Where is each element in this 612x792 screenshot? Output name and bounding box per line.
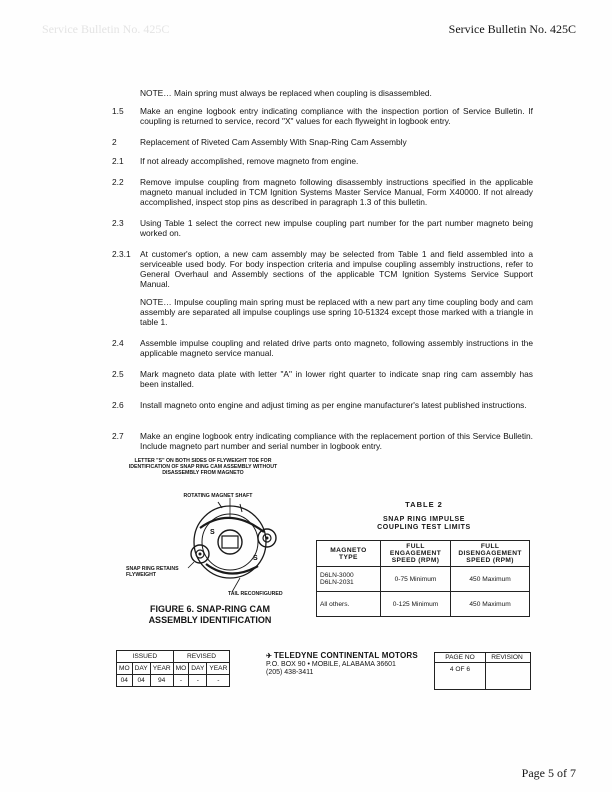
step-2-6 xyxy=(112,400,533,422)
revision-label: REVISION xyxy=(484,653,530,663)
bulletin-number-header: Service Bulletin No. 425C xyxy=(448,22,576,36)
note-main-spring: NOTE… Main spring must always be replaced when coupling is disassembled. xyxy=(140,88,432,98)
step-2-3 xyxy=(112,218,533,240)
step-2-2 xyxy=(112,177,533,209)
issued-label: ISSUED xyxy=(117,651,174,663)
col-engagement-speed: FULL ENGAGEMENT SPEED (RPM) xyxy=(380,541,450,567)
figure-caption-line2: ASSEMBLY IDENTIFICATION xyxy=(148,615,272,625)
step-1-5 xyxy=(112,106,533,128)
revised-label: REVISED xyxy=(173,651,230,663)
col-mo: MO xyxy=(117,663,133,675)
revision-box xyxy=(484,652,531,690)
page-no-value: 4 OF 6 xyxy=(449,666,471,673)
company-block xyxy=(266,652,444,688)
step-text: Mark magneto data plate with letter "A" in lower right quarter to indicate snap ring cam assembly has been installed. xyxy=(140,369,533,389)
type-line1: D6LN-3000 xyxy=(320,572,354,579)
step-text: Replacement of Riveted Cam Assembly With Snap-Ring Cam Assembly xyxy=(140,137,407,147)
callout-tail: TAIL RECONFIGURED xyxy=(228,591,283,597)
revised-mo: - xyxy=(173,675,189,687)
table-row xyxy=(317,592,530,617)
col-day: DAY xyxy=(189,663,207,675)
callout-snap-ring: SNAP RING RETAINS FLYWEIGHT xyxy=(126,566,179,578)
revision-value xyxy=(484,663,530,666)
letter-s-left: S xyxy=(210,529,215,536)
col-year: YEAR xyxy=(207,663,230,675)
step-2-5 xyxy=(112,369,533,391)
step-2 xyxy=(112,137,533,149)
step-text: If not already accomplished, remove magneto from engine. xyxy=(140,156,359,166)
step-text: Install magneto onto engine and adjust timing as per engine manufacturer's latest published instructions. xyxy=(140,400,527,410)
table-header-row xyxy=(317,541,530,567)
cell-disengage: 450 Maximum xyxy=(451,592,530,617)
coupling-test-limits-table xyxy=(316,540,530,617)
callout-letter-s: LETTER "S" ON BOTH SIDES OF FLYWEIGHT TOE FOR IDENTIFICATION OF SNAP RING CAM ASSEMBLY WITHOUT DISASSEMBLY FROM MAGNETO xyxy=(128,458,278,476)
issued-year: 94 xyxy=(150,675,173,687)
company-name-row xyxy=(266,652,444,661)
step-text: Using Table 1 select the correct new impulse coupling part number for the part number magneto being worked on. xyxy=(140,218,533,238)
cell-type: All others. xyxy=(317,592,381,617)
col-mo: MO xyxy=(173,663,189,675)
page-footer: Page 5 of 7 xyxy=(521,766,576,780)
col-day: DAY xyxy=(132,663,150,675)
step-number: 2.3.1 xyxy=(112,249,131,259)
company-address: P.O. BOX 90 • MOBILE, ALABAMA 36601 xyxy=(266,661,396,668)
col-disengagement-speed: FULL DISENGAGEMENT SPEED (RPM) xyxy=(451,541,530,567)
step-number: 2.7 xyxy=(112,431,124,441)
step-text: Remove impulse coupling from magneto following disassembly instructions specified in the applicable magneto manual included in TCM Ignition Systems Master Service Manual, Form X40000. If not already accomplished, inspect stop pins as described in paragraph 1.3 of this bulletin. xyxy=(140,177,533,207)
step-number: 2.2 xyxy=(112,177,124,187)
callout-rotating-shaft: ROTATING MAGNET SHAFT xyxy=(183,493,253,499)
step-number: 2.1 xyxy=(112,156,124,166)
revised-day: - xyxy=(189,675,207,687)
step-number: 2.4 xyxy=(112,338,124,348)
issued-mo: 04 xyxy=(117,675,133,687)
revised-year: - xyxy=(207,675,230,687)
type-line2: D6LN-2031 xyxy=(320,579,354,586)
page-no-box xyxy=(434,652,486,690)
step-number: 2.6 xyxy=(112,400,124,410)
table2-subtitle-line2: COUPLING TEST LIMITS xyxy=(377,524,471,531)
company-phone: (205) 438-3411 xyxy=(266,669,314,676)
cell-engage: 0-125 Minimum xyxy=(380,592,450,617)
step-number: 1.5 xyxy=(112,106,124,116)
issue-dates-table xyxy=(116,650,230,687)
faint-bleedthrough-header: Service Bulletin No. 425C xyxy=(42,22,170,36)
step-text: Make an engine logbook entry indicating compliance with the inspection portion of Service Bulletin. If coupling is returned to service, record "X" values for each flyweight in logbook entry. xyxy=(140,106,533,126)
company-name: TELEDYNE CONTINENTAL MOTORS xyxy=(273,651,418,660)
step-2-3-1 xyxy=(112,249,533,289)
table-row xyxy=(317,567,530,592)
step-text: Assemble impulse coupling and related drive parts onto magneto, following assembly instructions in the applicable magneto service manual. xyxy=(140,338,533,358)
step-text: At customer's option, a new cam assembly may be selected from Table 1 and field assembled into a serviceable used body. For body inspection criteria and impulse coupling assembly instructions, refer to General Overhaul and Assembly sections of the applicable TCM Ignition Systems Service Support Manual. xyxy=(140,249,533,289)
table2-subtitle xyxy=(318,516,530,532)
cell-type xyxy=(317,567,381,592)
col-magneto-type: MAGNETO TYPE xyxy=(317,541,381,567)
step-2-1 xyxy=(112,156,533,168)
letter-s-right: S xyxy=(253,555,258,562)
snap-ring-cam-drawing xyxy=(170,498,290,596)
col-year: YEAR xyxy=(150,663,173,675)
step-number: 2 xyxy=(112,137,117,147)
issued-day: 04 xyxy=(132,675,150,687)
step-text: Make an engine logbook entry indicating compliance with the replacement portion of this Service Bulletin. Include magneto part number and serial number in logbook entry. xyxy=(140,431,533,451)
step-2-4 xyxy=(112,338,533,360)
step-number: 2.3 xyxy=(112,218,124,228)
page-no-label: PAGE NO xyxy=(435,653,485,663)
table2-subtitle-line1: SNAP RING IMPULSE xyxy=(382,516,466,523)
step-number: 2.5 xyxy=(112,369,124,379)
note-spring-replacement: NOTE… Impulse coupling main spring must be replaced with a new part any time coupling body and cam assembly are separated all impulse couplings use spring 10-51324 except those marked with a triangle in table 1. xyxy=(140,297,533,327)
step-2-7 xyxy=(112,431,533,453)
cell-engage: 0-75 Minimum xyxy=(380,567,450,592)
cell-disengage: 450 Maximum xyxy=(451,567,530,592)
issue-revision-stamp xyxy=(116,650,532,690)
table2-title: TABLE 2 xyxy=(405,500,443,509)
tcm-logo-icon: ✈ xyxy=(266,653,272,660)
figure-caption xyxy=(140,604,280,626)
figure-caption-line1: FIGURE 6. SNAP-RING CAM xyxy=(149,604,270,614)
